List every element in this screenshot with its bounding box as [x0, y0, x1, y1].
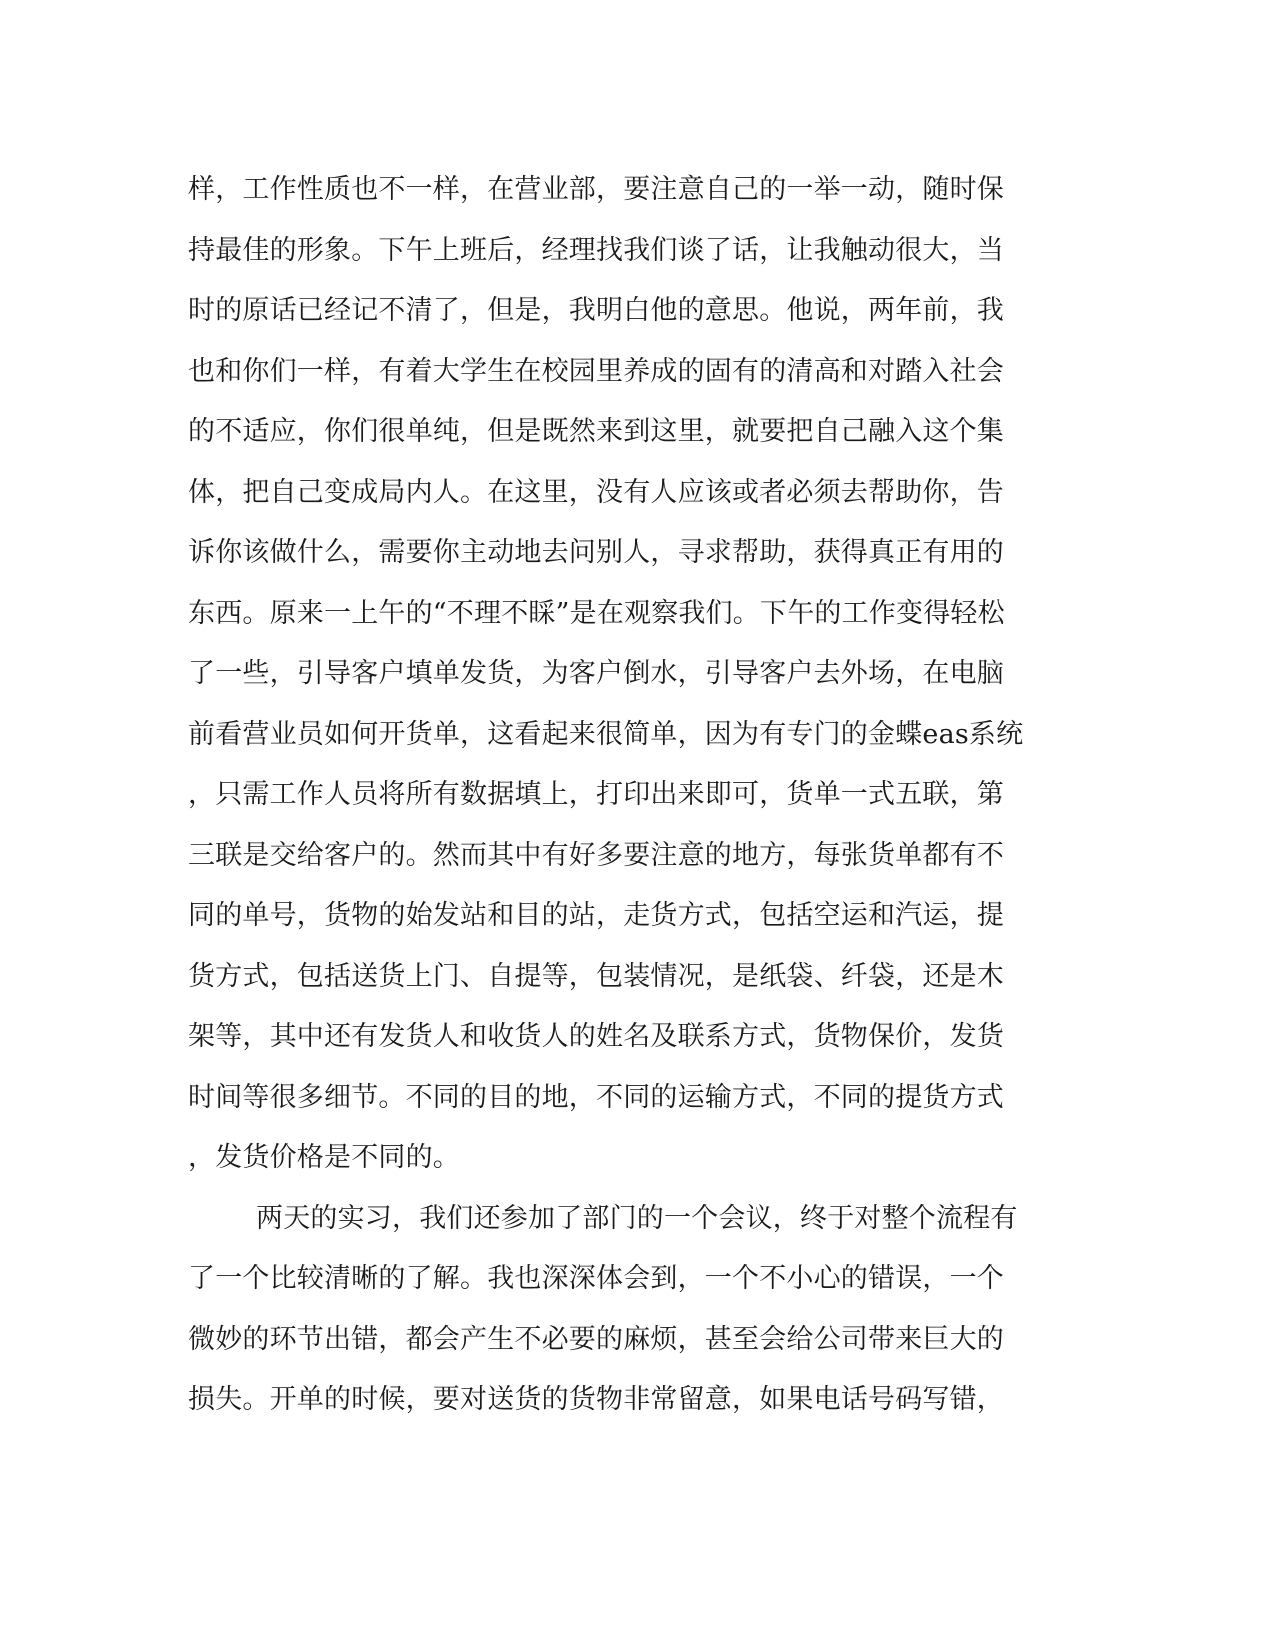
text-line: 损失。开单的时候，要对送货的货物非常留意，如果电话号码写错， — [188, 1384, 1004, 1415]
text-line: 货方式，包括送货上门、自提等，包装情况，是纸袋、纤袋，还是木 — [188, 960, 1004, 992]
text-line: ，只需工作人员将所有数据填上，打印出来即可，货单一式五联，第 — [188, 779, 1004, 810]
paragraph-start-line: 两天的实习，我们还参加了部门的一个会议，终于对整个流程有 — [256, 1202, 1018, 1234]
text-line: 前看营业员如何开货单，这看起来很简单，因为有专门的金蝶eas系统 — [188, 718, 1024, 750]
text-line: ，发货价格是不同的。 — [188, 1142, 460, 1173]
text-line: 诉你该做什么，需要你主动地去问别人，寻求帮助，获得真正有用的 — [188, 537, 1004, 568]
text-line: 体，把自己变成局内人。在这里，没有人应该或者必须去帮助你，告 — [188, 476, 1004, 508]
text-line: 三联是交给客户的。然而其中有好多要注意的地方，每张货单都有不 — [188, 839, 1004, 871]
text-line: 的不适应，你们很单纯，但是既然来到这里，就要把自己融入这个集 — [188, 416, 1004, 447]
text-line: 了一些，引导客户填单发货，为客户倒水，引导客户去外场，在电脑 — [188, 658, 1004, 689]
text-line: 架等，其中还有发货人和收货人的姓名及联系方式，货物保价，发货 — [188, 1021, 1004, 1052]
text-line: 了一个比较清晰的了解。我也深深体会到，一个不小心的错误，一个 — [188, 1263, 1004, 1294]
text-line: 也和你们一样，有着大学生在校园里养成的固有的清高和对踏入社会 — [188, 355, 1004, 387]
body-text — [188, 160, 1088, 1431]
text-line: 东西。原来一上午的“不理不睬”是在观察我们。下午的工作变得轻松 — [188, 597, 1005, 629]
text-line: 样，工作性质也不一样，在营业部，要注意自己的一举一动，随时保 — [188, 174, 1004, 205]
text-line: 同的单号，货物的始发站和目的站，走货方式，包括空运和汽运，提 — [188, 900, 1004, 931]
text-line: 微妙的环节出错，都会产生不必要的麻烦，甚至会给公司带来巨大的 — [188, 1323, 1004, 1355]
text-line: 时间等很多细节。不同的目的地，不同的运输方式，不同的提货方式 — [188, 1081, 1004, 1113]
text-line: 持最佳的形象。下午上班后，经理找我们谈了话，让我触动很大，当 — [188, 234, 1004, 266]
text-line: 时的原话已经记不清了，但是，我明白他的意思。他说，两年前，我 — [188, 295, 1004, 326]
